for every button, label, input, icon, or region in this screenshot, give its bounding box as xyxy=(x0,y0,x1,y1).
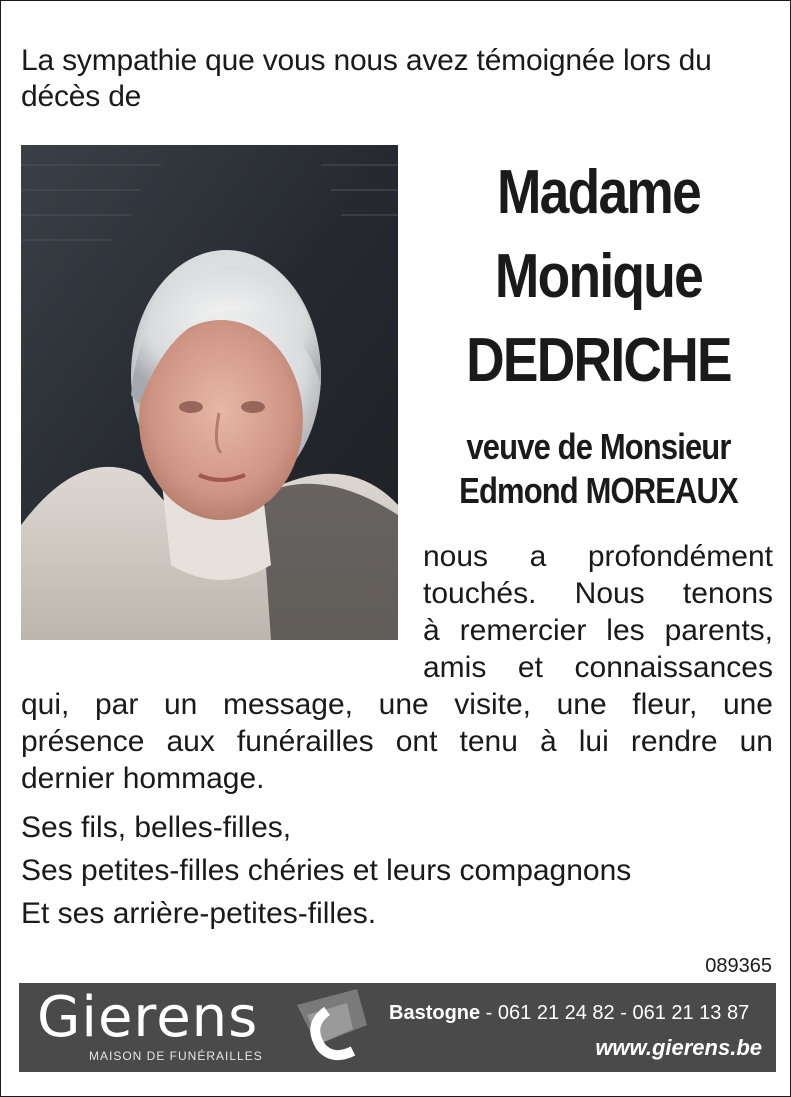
family-line-granddaughters: Ses petites-filles chéries et leurs compagnons xyxy=(21,854,632,887)
message-line: amis et connaissances xyxy=(423,651,773,684)
message-line: présence aux funérailles ont tenu à lui rendre un xyxy=(21,725,773,758)
funeral-home-city: Bastogne xyxy=(389,1002,481,1024)
widow-of-line-1: veuve de Monsieur xyxy=(466,426,731,467)
reference-number: 089365 xyxy=(705,955,772,977)
message-side xyxy=(423,538,773,686)
deceased-last-name: DEDRICHE xyxy=(466,326,731,395)
message-line: touchés. Nous tenons xyxy=(423,577,773,610)
logo-mark-icon xyxy=(287,985,377,1069)
message-line: dernier hommage. xyxy=(21,762,265,795)
message-full xyxy=(21,686,773,797)
deceased-first-name: Monique xyxy=(494,242,703,311)
family-line-sons: Ses fils, belles-filles, xyxy=(21,811,292,844)
portrait-photo xyxy=(21,145,398,640)
intro-text: La sympathie que vous nous avez témoignée lors du décès de xyxy=(21,44,712,113)
funeral-home-logo: Gierens xyxy=(37,985,259,1050)
funeral-home-phones: - 061 21 24 82 - 061 21 13 87 xyxy=(480,1002,750,1024)
funeral-home-contact xyxy=(389,1001,749,1025)
deceased-name xyxy=(421,151,776,403)
family-line-great-granddaughters: Et ses arrière-petites-filles. xyxy=(21,897,377,930)
widow-of-line-2: Edmond MOREAUX xyxy=(459,470,738,511)
funeral-home-banner xyxy=(19,983,776,1072)
message-line: qui, par un message, une visite, une fleur, une xyxy=(21,688,773,721)
funeral-home-tagline: MAISON DE FUNÉRAILLES xyxy=(89,1049,263,1063)
deceased-title: Madame xyxy=(496,158,701,227)
widow-of xyxy=(421,425,776,513)
message-line: à remercier les parents, xyxy=(423,614,773,647)
funeral-home-website[interactable]: www.gierens.be xyxy=(595,1035,762,1060)
message-line: nous a profondément xyxy=(423,540,773,573)
